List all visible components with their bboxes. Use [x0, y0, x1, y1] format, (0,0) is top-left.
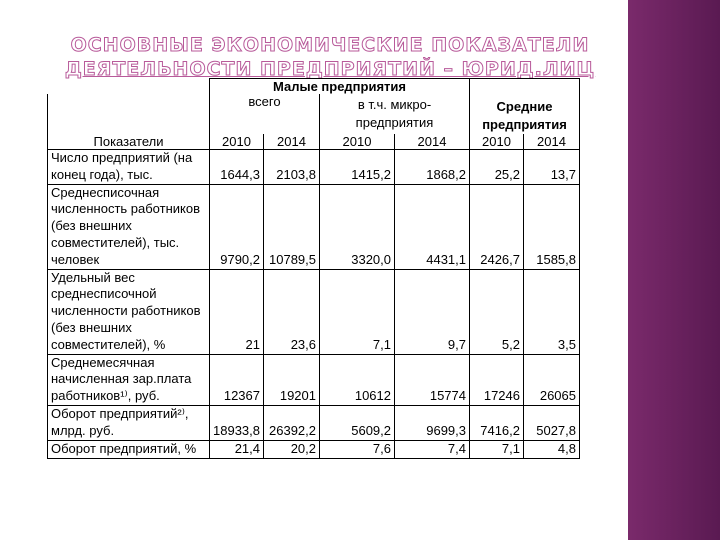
table-cell: 3320,0 [320, 184, 395, 269]
table-cell: 10789,5 [264, 184, 320, 269]
table-cell: 23,6 [264, 269, 320, 354]
table-cell: 7,6 [320, 440, 395, 458]
slide-title-line-2: ДЕЯТЕЛЬНОСТИ ПРЕДПРИЯТИЙ – ЮРИД.ЛИЦ [64, 58, 596, 80]
table-row [48, 150, 580, 185]
header-year: 2010 [320, 134, 395, 150]
table-row [48, 440, 580, 458]
table-cell: 26392,2 [264, 405, 320, 440]
header-empty-cell [48, 79, 210, 95]
row-label: Число предприятий (на конец года), тыс. [48, 150, 210, 185]
header-total: всего [210, 94, 320, 134]
header-year: 2010 [210, 134, 264, 150]
table-cell: 9790,2 [210, 184, 264, 269]
table-cell: 7,4 [395, 440, 470, 458]
table-cell: 21,4 [210, 440, 264, 458]
table-cell: 12367 [210, 354, 264, 405]
row-label: Оборот предприятий, % [48, 440, 210, 458]
header-row-1 [48, 79, 580, 95]
table-cell: 19201 [264, 354, 320, 405]
table-cell: 9699,3 [395, 405, 470, 440]
table-cell: 9,7 [395, 269, 470, 354]
table-cell: 7,1 [320, 269, 395, 354]
table-cell: 10612 [320, 354, 395, 405]
table-cell: 4,8 [524, 440, 580, 458]
header-year: 2014 [395, 134, 470, 150]
table-cell: 5,2 [470, 269, 524, 354]
slide-title-line-1: ОСНОВНЫЕ ЭКОНОМИЧЕСКИЕ ПОКАЗАТЕЛИ [70, 34, 590, 56]
header-medium-spacer [470, 79, 580, 95]
table-cell: 1585,8 [524, 184, 580, 269]
row-label: Оборот предприятий²⁾, млрд. руб. [48, 405, 210, 440]
header-micro: в т.ч. микро-предприятия [320, 94, 470, 134]
header-indicators: Показатели [48, 134, 210, 150]
header-year: 2010 [470, 134, 524, 150]
table-cell: 21 [210, 269, 264, 354]
header-small-enterprises: Малые предприятия [210, 79, 470, 95]
table-cell: 3,5 [524, 269, 580, 354]
table-row [48, 184, 580, 269]
table-cell: 1644,3 [210, 150, 264, 185]
table-cell: 1868,2 [395, 150, 470, 185]
header-row-3 [48, 134, 580, 150]
table-cell: 7416,2 [470, 405, 524, 440]
table-row [48, 269, 580, 354]
indicators-table [47, 78, 580, 459]
table-cell: 7,1 [470, 440, 524, 458]
header-row-2 [48, 94, 580, 134]
table-cell: 5609,2 [320, 405, 395, 440]
table-cell: 13,7 [524, 150, 580, 185]
table-cell: 2103,8 [264, 150, 320, 185]
table-cell: 17246 [470, 354, 524, 405]
table-cell: 25,2 [470, 150, 524, 185]
table-row [48, 405, 580, 440]
table-row [48, 354, 580, 405]
header-year: 2014 [524, 134, 580, 150]
header-year: 2014 [264, 134, 320, 150]
table-cell: 2426,7 [470, 184, 524, 269]
table-cell: 15774 [395, 354, 470, 405]
row-label: Среднемесячная начисленная зар.плата работников¹⁾, руб. [48, 354, 210, 405]
table-cell: 5027,8 [524, 405, 580, 440]
table-cell: 4431,1 [395, 184, 470, 269]
header-medium-enterprises: Средние предприятия [470, 94, 580, 134]
table-cell: 18933,8 [210, 405, 264, 440]
row-label: Удельный вес среднесписочной численности работников (без внешних совместителей), % [48, 269, 210, 354]
table-cell: 1415,2 [320, 150, 395, 185]
decorative-side-band [628, 0, 720, 540]
table-cell: 26065 [524, 354, 580, 405]
table-cell: 20,2 [264, 440, 320, 458]
row-label: Среднесписочная численность работников (без внешних совместителей), тыс. человек [48, 184, 210, 269]
